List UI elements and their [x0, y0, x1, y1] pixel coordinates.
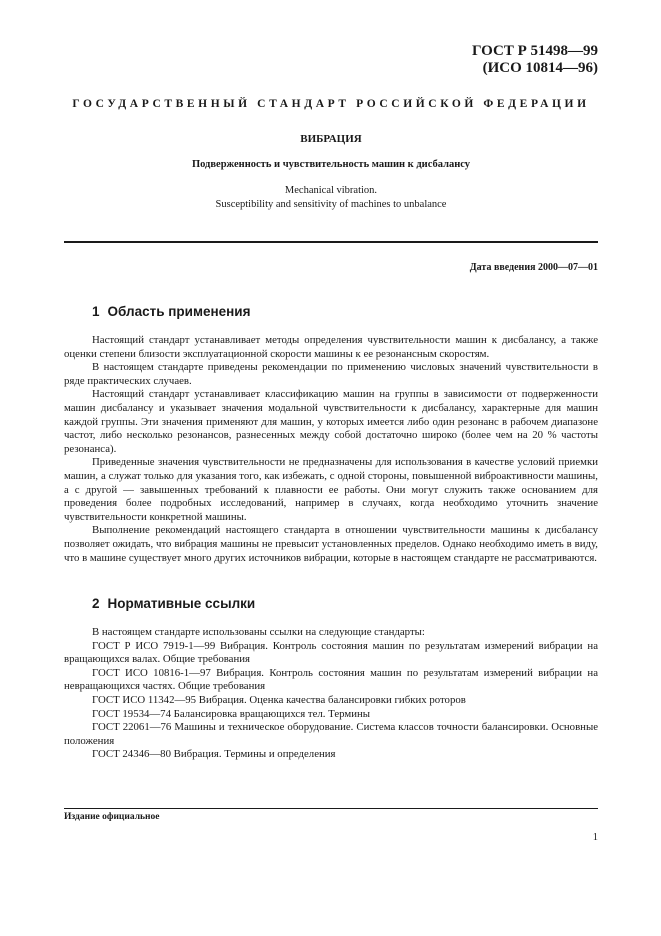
document-title: ВИБРАЦИЯ	[300, 133, 362, 145]
reference-item: ГОСТ ИСО 11342—95 Вибрация. Оценка качества балансировки гибких роторов	[92, 693, 466, 706]
reference-item: ГОСТ ИСО 10816-1—97 Вибрация. Контроль состояния машин по результатам измерений вибрации на невращающихся частях. Общие требования	[64, 666, 598, 693]
state-standard-title: ГОСУДАРСТВЕННЫЙ СТАНДАРТ РОССИЙСКОЙ ФЕДЕРАЦИИ	[72, 98, 590, 110]
paragraph: Настоящий стандарт устанавливает методы определения чувствительности машин к дисбалансу, а также оценки степени близости эксплуатационной скорости машины к ее резонансным скоростям.	[64, 334, 598, 360]
reference-item: ГОСТ Р ИСО 7919-1—99 Вибрация. Контроль состояния машин по результатам измерений вибрации на вращающихся валах. Общие требования	[64, 639, 598, 666]
english-title-line1: Mechanical vibration.	[284, 185, 378, 196]
english-title	[64, 184, 598, 212]
paragraph: Настоящий стандарт устанавливает классификацию машин на группы в зависимости от подверженности машин дисбалансу и указывает значения модальной чувствительности к дисбалансу, характерные для машин каждой группы. Эти значения применяют для машин, у которых имеется либо один резонанс в рабочем диапазоне частот, либо несколько резонансов, разнесенных между собой достаточно широко (более чем на 20 % частоты резонанса).	[64, 388, 598, 455]
section-2-title: Нормативные ссылки	[107, 596, 256, 611]
header-divider	[64, 241, 598, 243]
paragraph: Приведенные значения чувствительности не предназначены для использования в качестве условий приемки машин, а служат только для указания того, как избежать, с одной стороны, повышенной виброактивности машины, а с другой — завышенных требований к плавности ее работы. Они могут служить также основанием для проведения более подробных исследований, например в случаях, когда необходимо уточнить значение чувствительности конкретной машины.	[64, 456, 598, 523]
official-edition-label: Издание официальное	[64, 812, 160, 822]
section-2-heading	[92, 596, 255, 611]
standard-designation	[472, 43, 598, 77]
english-title-line2: Susceptibility and sensitivity of machines to unbalance	[215, 199, 447, 210]
section-1-heading	[92, 304, 250, 319]
reference-item: ГОСТ 22061—76 Машины и техническое оборудование. Система классов точности балансировки. Основные положения	[64, 721, 598, 747]
document-subtitle: Подверженность и чувствительность машин к дисбалансу	[191, 159, 471, 170]
section-2-number: 2	[92, 596, 100, 611]
reference-item: ГОСТ 24346—80 Вибрация. Термины и определения	[92, 748, 336, 761]
footer-divider	[64, 808, 598, 809]
section-2-body	[64, 626, 598, 762]
page-number: 1	[592, 832, 598, 843]
iso-number: (ИСО 10814—96)	[482, 60, 598, 76]
introduction-date: Дата введения 2000—07—01	[469, 262, 598, 273]
gost-number: ГОСТ Р 51498—99	[471, 43, 598, 59]
section-1-body	[64, 334, 598, 565]
section-1-title: Область применения	[107, 304, 251, 319]
paragraph: Выполнение рекомендаций настоящего стандарта в отношении чувствительности машины к дисбалансу позволяет ожидать, что вибрация машины не превысит установленных пределов. Однако необходимо иметь в виду, что в машине существует много других источников вибрации, которые в настоящем стандарте не рассматриваются.	[64, 524, 598, 564]
paragraph: В настоящем стандарте приведены рекомендации по применению числовых значений чувствительности в ряде практических случаев.	[64, 361, 598, 387]
section-1-number: 1	[92, 304, 100, 319]
reference-item: ГОСТ 19534—74 Балансировка вращающихся тел. Термины	[92, 707, 371, 720]
paragraph: В настоящем стандарте использованы ссылки на следующие стандарты:	[92, 626, 425, 638]
